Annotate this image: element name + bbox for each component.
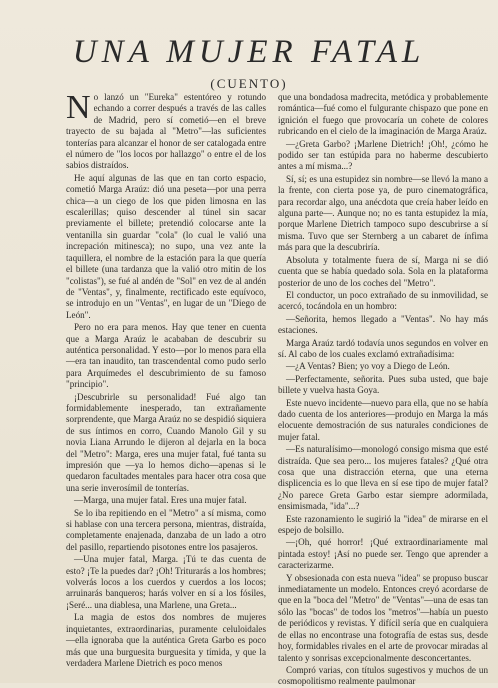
paragraph: ¡Descubrirle su personalidad! Fué algo tan formidablemente inesperado, tan extrañamente sorprendente, que Marga Araúz no se despidió siquiera de sus íntimos en corro, Cuando Manolo Gil y su novia Liana Arrundo le dijeron al dejarla en la boca del "Metro": Marga, eres una mujer fatal, fué tanta su impresión que —ya lo hemos dicho—apenas si le quedaron facultades mentales para hacer otra cosa que una serie inverosímil de tonterías. xyxy=(66,391,266,493)
paragraph: Sí, sí; es una estupidez sin nombre—se llevó la mano a la frente, con cierta pose ya, de puro cinematográfica, para recordar algo, una anécdota que creía haber leído en alguna parte—. Aunque no; no es tanta estupidez la mía, porque Marlene Dietrich tampoco supo descubrirse a sí misma. Tuvo que ser Sternberg a un cabaret de ínfima más para que la descubriría. xyxy=(278,173,488,253)
left-column xyxy=(66,89,266,675)
paragraph: La magia de estos dos nombres de mujeres inquietantes, extraordinarias, puramente celuloidales—ella ignoraba que la auténtica Greta Garbo es poco más que una burguesita burguesita y tímida, y que la verdadera Marlene Dietrich es poco menos xyxy=(66,612,266,668)
paragraph: El conductor, un poco extrañado de su inmovilidad, se acercó, tocándola en un hombro: xyxy=(278,289,488,312)
paragraph: Absoluta y totalmente fuera de sí, Marga ni se dió cuenta que se había quedado sola. Sola en la plataforma posterior de uno de los coches del "Metro". xyxy=(278,254,488,288)
paragraph: Este nuevo incidente—nuevo para ella, que no se había dado cuenta de los anteriores—produjo en Marga la más elocuente demostración de sus naturales condiciones de mujer fatal. xyxy=(278,397,488,442)
paragraph: —¡Oh, qué horror! ¡Qué extraordinariamente mal pintada estoy! ¡Así no puede ser. Tengo que aprender a caracterizarme. xyxy=(278,537,488,571)
story-subtitle: (CUENTO) xyxy=(210,76,288,91)
paragraph: —Es naturalísimo—monologó consigo misma que esté distraída. Que sea pero... los mujeres fatales? ¿Qué otra cosa que una distracción eterna, que una eterna displicencia es lo que lleva en sí ese tipo de mujer fatal? ¿No parece Greta Garbo estar siempre adormilada, ensimismada, "ida"...? xyxy=(278,444,488,512)
paragraph: Se lo iba repitiendo en el "Metro" a sí misma, como si hablase con una tercera persona, mientras, distraída, completamente enajenada, danzaba de un lado a otro del pasillo, repartiendo pisotones entre los pasajeros. xyxy=(66,507,266,552)
paragraph: Pero no era para menos. Hay que tener en cuenta que a Marga Araúz le acababan de descubrir su auténtica personalidad. Y esto—por lo menos para ella—era tan inaudito, tan trascendental como pudo serlo para Arquímedes el descubrimiento de su famoso "principio". xyxy=(66,322,266,390)
paragraph: Este razonamiento le sugirió la "idea" de mirarse en el espejo de bolsillo. xyxy=(278,513,488,536)
drop-cap: N xyxy=(66,89,91,126)
paragraph: —Perfectamente, señorita. Pues suba usted, que baje billete y vuelva hasta Goya. xyxy=(278,373,488,396)
paragraph: —Señorita, hemos llegado a "Ventas". No hay más estaciones. xyxy=(278,313,488,336)
paragraph: Marga Araúz tardó todavía unos segundos en volver en sí. Al cabo de los cuales exclamó extrañadísima: xyxy=(278,337,488,359)
right-column xyxy=(278,92,488,687)
paragraph: —¿A Ventas? Bien; yo voy a Diego de León. xyxy=(286,361,450,372)
paragraph: —Marga, una mujer fatal. Eres una mujer fatal. xyxy=(74,495,247,506)
story-title: UNA MUJER FATAL xyxy=(72,34,426,70)
paragraph: —Una mujer fatal, Marga. ¡Tú te das cuenta de esto? ¡Te la puedes dar? ¡Oh! Triturarás a los hombres; volverás locos a los cuerdos y cuerdos a los locos; arruinarás banqueros; harás volver en sí a los fósiles, ¡Seré... una diablesa, una Marlene, una Greta... xyxy=(66,554,266,610)
paragraph: —¿Greta Garbo? ¡Marlene Dietrich! ¡Oh!, ¿cómo he podido ser tan estúpida para no haberme descubierto antes a mí misma...? xyxy=(278,138,488,172)
paragraph: He aquí algunas de las que en tan corto espacio, cometió Marga Araúz: dió una peseta—por una perra chica—a un ciego de los que piden limosna en las escalerillas; quiso descender al túnel sin sacar previamente el billete; pretendió colocarse ante la ventanilla sin guardar "cola" (lo cual le valió una increpación mitinesca); no supo, una vez ante la taquillera, el nombre de la estación para la que quería el billete (una tardanza que la valió otro mitin de los "colistas"), se fué al andén de "Sol" en vez de al andén de "Ventas", y, finalmente, rectificado este equívoco, se introdujo en un "Ventas", en lugar de un "Diego de León". xyxy=(66,172,266,320)
paragraph: No lanzó un "Eureka" estentóreo y rotundo echando a correr después a través de las calles de Madrid, pero sí cometió—en el breve trayecto de su bajada al "Metro"—las suficientes tonterías para alcanzar el honor de ser catalogada entre el número de "los locos por hallazgo" o entre el de los sabios distraídos. xyxy=(66,89,266,171)
paragraph: Compró varias, con títulos sugestivos y muchos de un cosmopolitismo realmente paulmonar xyxy=(278,664,488,687)
paragraph: Y obsesionada con esta nueva "idea" se propuso buscar inmediatamente un modelo. Entonces creyó acordarse de que en la "boca del "Metro" de "Ventas"—una de esas tan sólo las "bocas" de todos los "metros"—había un puesto de periódicos y revistas. Y difícil sería que en cualquiera de ellas no encontrase una fotografía de estas sus, desde hoy, formidables rivales en el arte de provocar miradas al talento y sonrisas excepcionalmente desconcertantes. xyxy=(278,572,488,663)
paragraph: que una bondadosa madrecita, metódica y probablemente romántica—fué como el fulgurante chispazo que pone en ignición el fuego que provocaría un cohete de colores rubricando en el cielo de la imaginación de Marga Araúz. xyxy=(278,92,488,137)
